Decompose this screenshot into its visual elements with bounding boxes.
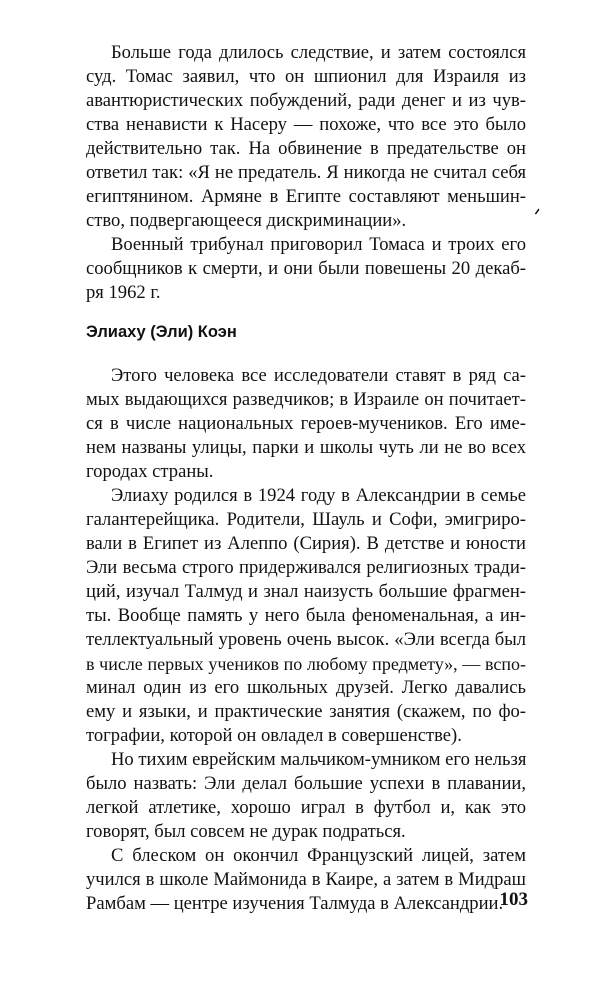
text-block-bottom [86, 364, 526, 916]
paragraph-5 [86, 748, 526, 844]
text-line: Элиаху родился в 1924 году в Александрии в семье [111, 485, 526, 506]
text-line: С блеском он окончил Французский лицей, затем [111, 845, 526, 866]
text-line: действительно так. На обвинение в предательстве он [86, 138, 526, 159]
ink-speck-mark [534, 208, 540, 215]
paragraph-4 [86, 484, 526, 748]
text-line: Рамбам — центре изучения Талмуда в Александрии. [86, 893, 504, 914]
text-line: говорят, был совсем не дурак подраться. [86, 821, 406, 842]
text-line: ему и языки, и практические занятия (скажем, по фо- [86, 701, 526, 722]
text-line: сообщников к смерти, и они были повешены 20 декаб- [86, 258, 526, 279]
text-line: Военный трибунал приговорил Томаса и троих его [111, 234, 526, 255]
text-line: суд. Томас заявил, что он шпионил для Израиля из [86, 66, 526, 87]
text-line: Эли весьма строго придерживался религиозных тради- [86, 557, 526, 578]
text-line: авантюристических побуждений, ради денег и из чув- [86, 90, 526, 111]
text-line: городах страны. [86, 461, 214, 482]
text-line: минал один из его школьных друзей. Легко давались [86, 677, 526, 698]
text-line: вали в Египет из Алеппо (Сирия). В детстве и юности [86, 533, 526, 554]
section-heading: Элиаху (Эли) Коэн [86, 323, 237, 341]
text-line: мых выдающихся разведчиков; в Израиле он почитает- [86, 389, 526, 410]
paragraph-3 [86, 364, 526, 484]
text-line: ответил так: «Я не предатель. Я никогда не считал себя [86, 162, 526, 183]
text-line: теллектуальный уровень очень высок. «Эли всегда был [86, 629, 526, 650]
text-line: ций, изучал Талмуд и знал наизусть большие фрагмен- [86, 581, 526, 602]
text-line: ства ненависти к Насеру — похоже, что все это было [86, 114, 526, 135]
paragraph-6 [86, 844, 526, 916]
text-line: ты. Вообще память у него была феноменальная, а ин- [86, 605, 526, 626]
text-line: ря 1962 г. [86, 282, 161, 303]
text-line: Больше года длилось следствие, и затем состоялся [111, 42, 526, 63]
text-line: тографии, которой он овладел в совершенстве). [86, 725, 462, 746]
text-block-top [86, 41, 526, 305]
text-line: ство, подвергающееся дискриминации». [86, 210, 407, 231]
paragraph-2 [86, 233, 526, 305]
text-line: легкой атлетике, хорошо играл в футбол и, как это [86, 797, 526, 818]
paragraph-1 [86, 41, 526, 233]
text-line: галантерейщика. Родители, Шауль и Софи, эмигриро- [86, 509, 526, 530]
text-line: учился в школе Маймонида в Каире, а затем в Мидраш [86, 869, 526, 890]
text-line: ся в числе национальных героев-мучеников. Его име- [86, 413, 526, 434]
text-line: нем названы улицы, парки и школы чуть ли не во всех [86, 437, 526, 458]
text-line: Этого человека все исследователи ставят в ряд са- [111, 365, 526, 386]
text-line: в числе первых учеников по любому предмету», — вспо- [86, 654, 526, 674]
text-line: Но тихим еврейским мальчиком-умником его нельзя [111, 749, 527, 770]
text-line: египтянином. Армяне в Египте составляют меньшин- [86, 186, 526, 207]
page-number: 103 [499, 889, 528, 910]
text-line: было назвать: Эли делал большие успехи в плавании, [86, 773, 526, 794]
